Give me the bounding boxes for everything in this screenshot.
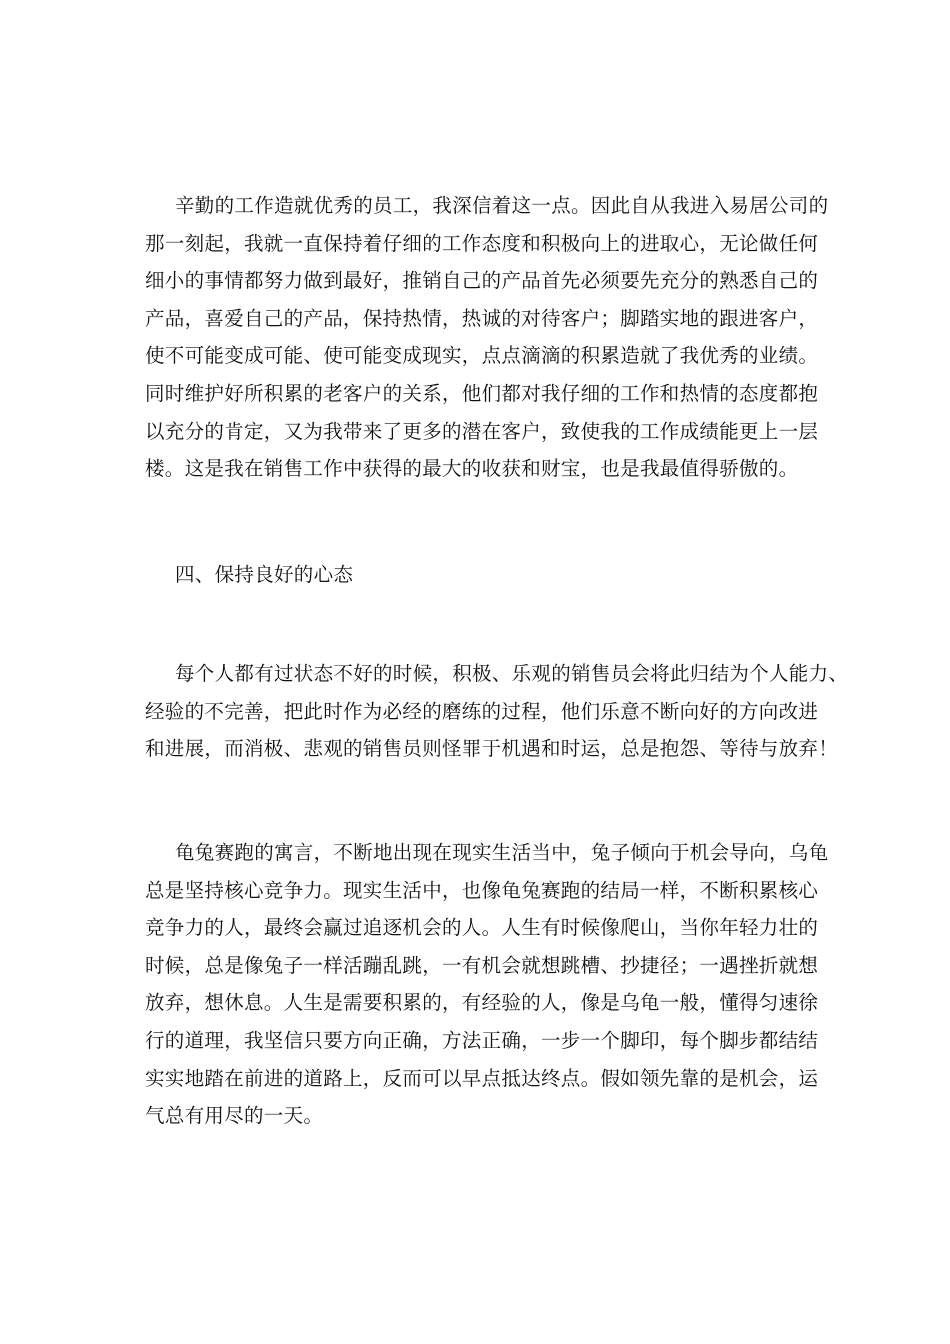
paragraph-tortoise-hare [145, 834, 835, 1135]
paragraph-hard-work [145, 187, 835, 488]
paragraph-line: 细小的事情都努力做到最好，推销自己的产品首先必须要先充分的熟悉自己的 [145, 269, 819, 293]
paragraph-line: 那一刻起，我就一直保持着仔细的工作态度和积极向上的进取心，无论做任何 [145, 231, 819, 255]
paragraph-line: 每个人都有过状态不好的时候，积极、乐观的销售员会将此归结为个人能力、 [175, 662, 849, 685]
paragraph-line: 经验的不完善，把此时作为必经的磨练的过程，他们乐意不断向好的方向改进 [145, 699, 819, 723]
paragraph-line: 时候，总是像兔子一样活蹦乱跳，一有机会就想跳槽、抄捷径；一遇挫折就想 [145, 953, 819, 977]
paragraph-line: 产品，喜爱自己的产品，保持热情，热诚的对待客户；脚踏实地的跟进客户， [145, 306, 819, 330]
paragraph-line: 龟兔赛跑的寓言，不断地出现在现实生活当中，兔子倾向于机会导向，乌龟 [175, 841, 829, 864]
paragraph-line: 和进展，而消极、悲观的销售员则怪罪于机遇和时运，总是抱怨、等待与放弃！ [145, 737, 839, 761]
paragraph-line: 以充分的肯定，又为我带来了更多的潜在客户，致使我的工作成绩能更上一层 [145, 419, 819, 443]
paragraph-line: 放弃，想休息。人生是需要积累的，有经验的人，像是乌龟一般，懂得匀速徐 [145, 991, 819, 1015]
paragraph-line: 总是坚持核心竞争力。现实生活中，也像龟兔赛跑的结局一样，不断积累核心 [145, 878, 819, 902]
paragraph-line: 竞争力的人，最终会赢过追逐机会的人。人生有时候像爬山，当你年轻力壮的 [145, 916, 819, 940]
paragraph-attitude [145, 655, 849, 768]
paragraph-line: 实实地踏在前进的道路上，反而可以早点抵达终点。假如领先靠的是机会，运 [145, 1066, 819, 1090]
paragraph-line: 使不可能变成可能、使可能变成现实，点点滴滴的积累造就了我优秀的业绩。 [145, 344, 819, 368]
section-heading: 四、保持良好的心态 [175, 563, 354, 586]
paragraph-line: 气总有用尽的一天。 [145, 1104, 324, 1128]
paragraph-line: 行的道理，我坚信只要方向正确，方法正确，一步一个脚印，每个脚步都结结 [145, 1028, 819, 1052]
paragraph-line: 楼。这是我在销售工作中获得的最大的收获和财宝，也是我最值得骄傲的。 [145, 457, 799, 481]
paragraph-line: 同时维护好所积累的老客户的关系，他们都对我仔细的工作和热情的态度都抱 [145, 381, 819, 405]
paragraph-line: 辛勤的工作造就优秀的员工，我深信着这一点。因此自从我进入易居公司的 [175, 194, 829, 217]
